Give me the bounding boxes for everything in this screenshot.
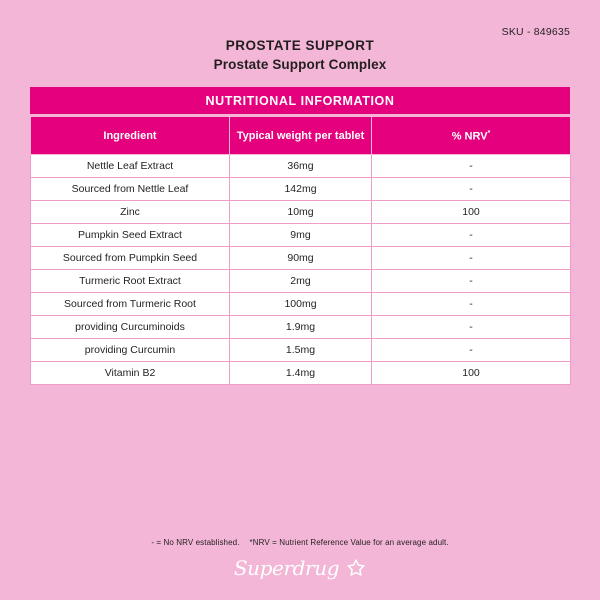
cell-weight: 1.4mg — [230, 362, 372, 385]
brand-name: Superdrug — [233, 556, 340, 580]
table-row — [31, 293, 571, 316]
table-row — [31, 224, 571, 247]
table-row — [31, 178, 571, 201]
cell-ingredient: Vitamin B2 — [31, 362, 230, 385]
table-row — [31, 201, 571, 224]
cell-ingredient: Pumpkin Seed Extract — [31, 224, 230, 247]
cell-weight: 2mg — [230, 270, 372, 293]
nutrition-table — [30, 116, 571, 385]
nutrition-table-container — [30, 87, 570, 385]
brand-logo — [0, 556, 600, 588]
cell-nrv: - — [372, 339, 571, 362]
cell-nrv: 100 — [372, 362, 571, 385]
nutrition-table-body — [31, 155, 571, 385]
cell-ingredient: Zinc — [31, 201, 230, 224]
cell-nrv: - — [372, 293, 571, 316]
cell-weight: 100mg — [230, 293, 372, 316]
cell-weight: 10mg — [230, 201, 372, 224]
brand-logo-row — [234, 556, 366, 580]
page-title: PROSTATE SUPPORT — [225, 38, 375, 53]
cell-weight: 1.9mg — [230, 316, 372, 339]
footnote-nrv-definition: *NRV = Nutrient Reference Value for an average adult. — [249, 538, 449, 547]
column-header-typical-weight: Typical weight per tablet — [230, 117, 372, 155]
product-title-block — [0, 36, 600, 74]
cell-ingredient: providing Curcumin — [31, 339, 230, 362]
cell-nrv: - — [372, 270, 571, 293]
footnote-no-nrv: - = No NRV established. — [151, 538, 240, 547]
cell-nrv: - — [372, 155, 571, 178]
table-row — [31, 316, 571, 339]
table-row — [31, 247, 571, 270]
cell-ingredient: Turmeric Root Extract — [31, 270, 230, 293]
cell-weight: 9mg — [230, 224, 372, 247]
column-header-nrv-label: % NRV — [451, 130, 488, 143]
cell-ingredient: Nettle Leaf Extract — [31, 155, 230, 178]
cell-weight: 1.5mg — [230, 339, 372, 362]
cell-weight: 90mg — [230, 247, 372, 270]
nrv-asterisk: * — [487, 130, 491, 138]
product-subtitle: Prostate Support Complex — [213, 57, 387, 72]
cell-weight: 142mg — [230, 178, 372, 201]
column-header-nrv — [372, 117, 571, 155]
sku-label: SKU - 849635 — [501, 26, 570, 38]
column-header-ingredient: Ingredient — [31, 117, 230, 155]
table-row — [31, 339, 571, 362]
cell-ingredient: Sourced from Turmeric Root — [31, 293, 230, 316]
nutritional-information-banner: NUTRITIONAL INFORMATION — [30, 87, 570, 114]
cell-ingredient: Sourced from Pumpkin Seed — [31, 247, 230, 270]
cell-weight: 36mg — [230, 155, 372, 178]
table-row — [31, 155, 571, 178]
footnote — [0, 538, 600, 547]
cell-ingredient: providing Curcuminoids — [31, 316, 230, 339]
page-header — [0, 0, 600, 87]
cell-nrv: - — [372, 316, 571, 339]
table-row — [31, 362, 571, 385]
table-row — [31, 270, 571, 293]
star-icon — [346, 558, 366, 578]
cell-ingredient: Sourced from Nettle Leaf — [31, 178, 230, 201]
cell-nrv: 100 — [372, 201, 571, 224]
cell-nrv: - — [372, 224, 571, 247]
cell-nrv: - — [372, 178, 571, 201]
table-header-row — [31, 117, 571, 155]
cell-nrv: - — [372, 247, 571, 270]
